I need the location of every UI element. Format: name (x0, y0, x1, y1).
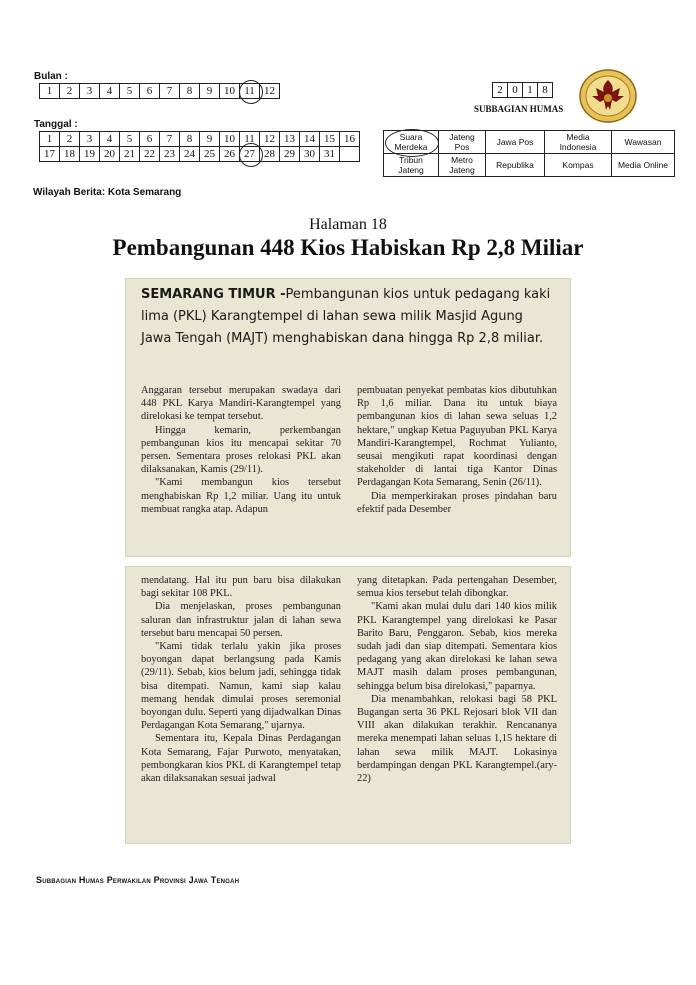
page-number: Halaman 18 (309, 216, 387, 233)
article-column-1 (141, 384, 341, 516)
date-cell: 26 (220, 147, 240, 162)
month-cell: 4 (100, 84, 120, 99)
article-paragraph: Dia memperkirakan proses pindahan baru efektif pada Desember (357, 490, 557, 515)
year-digit: 0 (508, 83, 523, 98)
lead-paragraph (125, 278, 571, 350)
month-cell: 8 (180, 84, 200, 99)
date-cell: 27 (240, 147, 260, 162)
media-cell: Jawa Pos (486, 131, 545, 154)
month-cell: 12 (260, 84, 280, 99)
media-cell: Media Online (612, 154, 675, 177)
date-cell: 16 (340, 132, 360, 147)
date-cell: 22 (140, 147, 160, 162)
article-paragraph: "Kami akan mulai dulu dari 140 kios milik PKL Karangtempel yang direlokasi ke Pasar Barito Baru, Penggaron. Sebab, kios mereka sudah jadi dan siap ditempati. Sementara kios pedagang yang akan direlokasi ke lahan sewa MAJT masih dalam proses pembangunan, sehingga belum bisa direlokasi," paparnya. (357, 601, 557, 692)
year-digit: 8 (538, 83, 553, 98)
article-paragraph: Anggaran tersebut merupakan swadaya dari 448 PKL Karya Mandiri-Karangtempel yang direlokasi ke tempat tersebut. (141, 385, 341, 423)
date-cell: 8 (180, 132, 200, 147)
month-cell: 7 (160, 84, 180, 99)
date-cell: 1 (40, 132, 60, 147)
article-paragraph: "Kami tidak terlalu yakin jika proses boyongan dapat berlangsung pada Kamis (29/11). Sebab, kios belum jadi, sehingga tidak bisa ditempati. Namun, kami siap kalau memang hendak dimulai proses seremonial boyongan dulu. Seperti yang dijadwalkan Dinas Perdagangan Kota Semarang," ujarnya. (141, 641, 341, 732)
date-cell: 12 (260, 132, 280, 147)
article-column-4 (357, 574, 557, 785)
article-paragraph: Dia menjelaskan, proses pembangunan saluran dan infrastruktur jalan di lahan sewa tersebut baru mencapai 50 persen. (141, 601, 341, 639)
month-cell: 10 (220, 84, 240, 99)
date-cell: 31 (320, 147, 340, 162)
date-cell: 30 (300, 147, 320, 162)
article-paragraph: Dia menambahkan, relokasi bagi 58 PKL Bugangan serta 36 PKL Rejosari blok VII dan VIII akan dilakukan terakhir. Rencananya mereka menempati lahan seluas 1,15 hektare di lahan sewa milik MAJT. Lokasinya berdampingan dengan PKL Karangtempel.(ary-22) (357, 693, 557, 785)
date-cell: 20 (100, 147, 120, 162)
date-cell: 15 (320, 132, 340, 147)
article-paragraph: mendatang. Hal itu pun baru bisa dilakukan bagi sekitar 108 PKL. (141, 575, 341, 600)
media-cell: Wawasan (612, 131, 675, 154)
date-cell: 2 (60, 132, 80, 147)
article-paragraph: yang ditetapkan. Pada pertengahan Desember, semua kios tersebut telah dibongkar. (357, 575, 557, 600)
clipping-bottom (125, 566, 571, 844)
date-cell: 23 (160, 147, 180, 162)
article-paragraph: "Kami membangun kios tersebut menghabiskan Rp 1,2 miliar. Uang itu untuk membuat rangka atap. Adapun (141, 477, 341, 515)
date-cell: 10 (220, 132, 240, 147)
year-digit: 2 (493, 83, 508, 98)
month-cell: 11 (240, 84, 260, 99)
clipping-top (125, 278, 571, 557)
date-cell: 5 (120, 132, 140, 147)
footer-text: Subbagian Humas Perwakilan Provinsi Jawa Tengah (36, 875, 240, 885)
tanggal-label: Tanggal : (34, 119, 78, 130)
date-cell: 28 (260, 147, 280, 162)
date-cell: 9 (200, 132, 220, 147)
date-cell: 17 (40, 147, 60, 162)
date-grid (39, 131, 360, 162)
month-cell: 1 (40, 84, 60, 99)
date-cell: 13 (280, 132, 300, 147)
month-cell: 6 (140, 84, 160, 99)
article-column-2 (357, 384, 557, 516)
lead-text: Pembangunan kios untuk pedagang kaki lima (PKL) Karangtempel di lahan sewa milik Masjid Agung Jawa Tengah (MAJT) menghabiskan dana hingga Rp 2,8 miliar. (141, 287, 551, 346)
media-cell: Metro Jateng (439, 154, 486, 177)
garuda-emblem-icon (578, 68, 638, 124)
lead-dateline: SEMARANG TIMUR - (141, 287, 286, 302)
date-cell: 25 (200, 147, 220, 162)
date-cell: 24 (180, 147, 200, 162)
month-cell: 3 (80, 84, 100, 99)
date-cell: 29 (280, 147, 300, 162)
media-cell: Suara Merdeka (384, 131, 439, 154)
media-cell: Media Indonesia (545, 131, 612, 154)
date-cell: 14 (300, 132, 320, 147)
date-cell: 19 (80, 147, 100, 162)
media-cell: Jateng Pos (439, 131, 486, 154)
bulan-label: Bulan : (34, 71, 68, 82)
media-cell: Kompas (545, 154, 612, 177)
date-cell: 4 (100, 132, 120, 147)
date-cell: 18 (60, 147, 80, 162)
year-box (492, 82, 553, 98)
headline: Pembangunan 448 Kios Habiskan Rp 2,8 Miliar (112, 235, 584, 260)
month-cell: 9 (200, 84, 220, 99)
date-cell (340, 147, 360, 162)
article-paragraph: pembuatan penyekat pembatas kios dibutuhkan Rp 1,6 miliar. Dana itu untuk biaya pembangunan kios di lahan sewa seluas 1,2 hektare," ungkap Ketua Paguyuban PKL Karya Mandiri-Karangtempel, Rochmat Yulianto, seusai mengikuti rapat koordinasi dengan stakeholder di lantai tiga Kantor Dinas Perdagangan Kota Semarang, Senin (26/11). (357, 385, 557, 489)
date-cell: 21 (120, 147, 140, 162)
month-cell: 5 (120, 84, 140, 99)
month-grid (39, 83, 280, 99)
wilayah-berita: Wilayah Berita: Kota Semarang (33, 187, 182, 198)
media-cell: Tribun Jateng (384, 154, 439, 177)
date-cell: 6 (140, 132, 160, 147)
media-cell: Republika (486, 154, 545, 177)
date-cell: 7 (160, 132, 180, 147)
media-table (383, 130, 675, 177)
month-cell: 2 (60, 84, 80, 99)
year-digit: 1 (523, 83, 538, 98)
article-paragraph: Sementara itu, Kepala Dinas Perdagangan Kota Semarang, Fajar Purwoto, menyatakan, pembongkaran kios PKL di Karangtempel tetap akan dilaksanakan sesuai jadwal (141, 733, 341, 785)
date-cell: 11 (240, 132, 260, 147)
article-column-3 (141, 574, 341, 785)
subbagian-humas: SUBBAGIAN HUMAS (474, 104, 564, 114)
article-paragraph: Hingga kemarin, perkembangan pembangunan kios itu mencapai sekitar 70 persen. Sementara proses relokasi PKL akan dilaksanakan, Kamis (29/11). (141, 424, 341, 476)
date-cell: 3 (80, 132, 100, 147)
